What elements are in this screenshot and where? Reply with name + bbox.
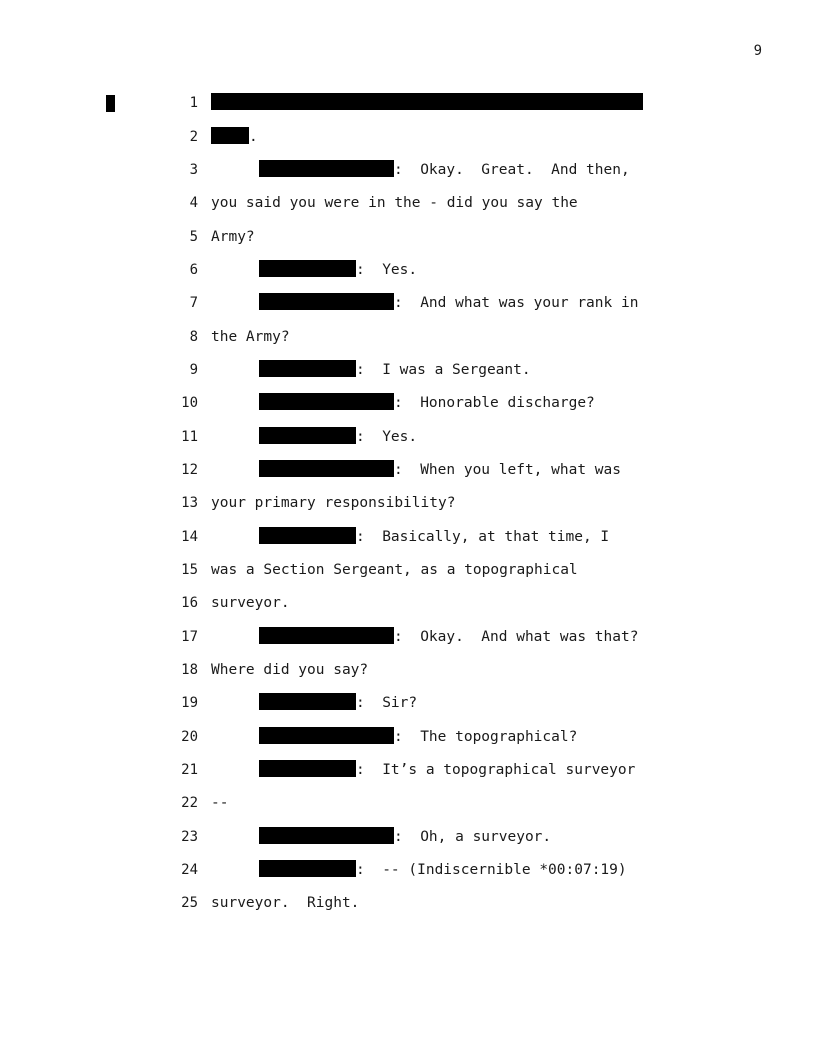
page-number: 9 <box>753 43 762 59</box>
transcript-line <box>0 360 816 380</box>
transcript-line <box>0 460 816 480</box>
transcript-line <box>0 860 816 880</box>
line-number: 18 <box>181 662 198 678</box>
redaction-bar <box>259 860 356 877</box>
line-text: : The topographical? <box>259 727 577 747</box>
transcript-line <box>0 193 816 213</box>
line-text: : I was a Sergeant. <box>259 360 531 380</box>
line-number: 23 <box>181 829 198 845</box>
line-number: 13 <box>181 495 198 511</box>
redaction-bar <box>259 627 394 644</box>
transcript-line <box>0 660 816 680</box>
transcript-line <box>0 493 816 513</box>
redaction-bar <box>259 160 394 177</box>
line-text: : When you left, what was <box>259 460 621 480</box>
line-number: 14 <box>181 529 198 545</box>
line-number: 5 <box>189 229 198 245</box>
redaction-bar <box>259 393 394 410</box>
transcript-line <box>0 527 816 547</box>
line-text: : And what was your rank in <box>259 293 638 313</box>
line-number: 25 <box>181 895 198 911</box>
redaction-bar <box>259 693 356 710</box>
transcript-line <box>0 393 816 413</box>
line-text: : Okay. And what was that? <box>259 627 638 647</box>
transcript-line <box>0 427 816 447</box>
line-number: 1 <box>189 95 198 111</box>
line-number: 9 <box>189 362 198 378</box>
line-number: 20 <box>181 729 198 745</box>
transcript-line <box>0 593 816 613</box>
transcript-line <box>0 227 816 247</box>
line-number: 15 <box>181 562 198 578</box>
line-text: : -- (Indiscernible *00:07:19) <box>259 860 627 880</box>
transcript-line <box>0 893 816 913</box>
redaction-bar <box>211 127 249 144</box>
line-text: : Honorable discharge? <box>259 393 595 413</box>
redaction-bar <box>211 93 643 110</box>
transcript-line <box>0 793 816 813</box>
line-number: 11 <box>181 429 198 445</box>
line-number: 21 <box>181 762 198 778</box>
transcript-line <box>0 560 816 580</box>
redaction-bar <box>259 460 394 477</box>
redaction-bar <box>259 293 394 310</box>
transcript-line <box>0 727 816 747</box>
line-number: 22 <box>181 795 198 811</box>
transcript-line <box>0 760 816 780</box>
line-text: : Yes. <box>259 427 417 447</box>
line-text: : Sir? <box>259 693 417 713</box>
line-text: : Yes. <box>259 260 417 280</box>
transcript-line <box>0 693 816 713</box>
line-text: your primary responsibility? <box>211 495 456 511</box>
redaction-bar <box>259 360 356 377</box>
line-number: 8 <box>189 329 198 345</box>
transcript-line <box>0 827 816 847</box>
line-number: 2 <box>189 129 198 145</box>
transcript-line <box>0 327 816 347</box>
line-text: . <box>211 127 258 147</box>
line-number: 6 <box>189 262 198 278</box>
line-text: : It’s a topographical surveyor <box>259 760 635 780</box>
line-number: 4 <box>189 195 198 211</box>
line-text: surveyor. <box>211 595 290 611</box>
line-number: 16 <box>181 595 198 611</box>
line-text: surveyor. Right. <box>211 895 360 911</box>
transcript-line <box>0 627 816 647</box>
redaction-bar <box>259 527 356 544</box>
redaction-bar <box>259 427 356 444</box>
line-text: the Army? <box>211 329 290 345</box>
line-text: you said you were in the - did you say the <box>211 195 578 211</box>
line-text: -- <box>211 795 229 811</box>
redaction-bar <box>259 827 394 844</box>
redaction-bar <box>259 727 394 744</box>
line-text: Army? <box>211 229 255 245</box>
transcript-line <box>0 93 816 113</box>
line-number: 24 <box>181 862 198 878</box>
line-text <box>211 93 643 113</box>
line-number: 7 <box>189 295 198 311</box>
transcript-line <box>0 260 816 280</box>
transcript-line <box>0 127 816 147</box>
line-number: 10 <box>181 395 198 411</box>
line-number: 12 <box>181 462 198 478</box>
transcript-line <box>0 160 816 180</box>
line-text: : Okay. Great. And then, <box>259 160 630 180</box>
transcript-line <box>0 293 816 313</box>
line-text: was a Section Sergeant, as a topographical <box>211 562 578 578</box>
line-text: Where did you say? <box>211 662 369 678</box>
line-text: : Oh, a surveyor. <box>259 827 551 847</box>
line-number: 3 <box>189 162 198 178</box>
redaction-bar <box>259 260 356 277</box>
line-number: 17 <box>181 629 198 645</box>
line-text: : Basically, at that time, I <box>259 527 609 547</box>
redaction-bar <box>259 760 356 777</box>
line-number: 19 <box>181 695 198 711</box>
